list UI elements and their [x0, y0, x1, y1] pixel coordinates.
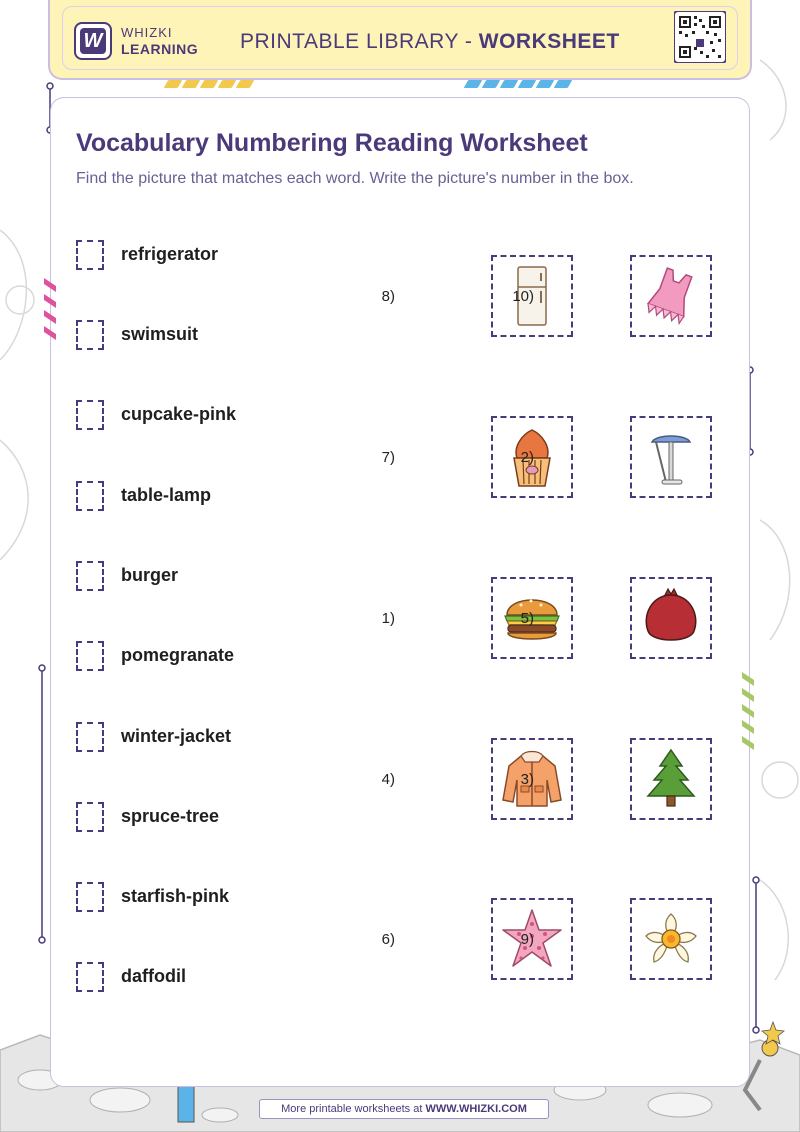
picture-number: 5) [520, 610, 534, 627]
footer-link[interactable] [259, 1099, 549, 1119]
answer-box[interactable] [76, 641, 104, 671]
word-label: spruce-tree [121, 806, 220, 826]
worksheet-title: Vocabulary Numbering Reading Worksheet [76, 129, 588, 157]
qr-code-icon[interactable] [674, 11, 726, 63]
spruce-tree-icon [638, 746, 704, 812]
picture-box [630, 255, 712, 337]
green-stripe-decoration [742, 670, 756, 758]
footer-prefix: More printable worksheets at [281, 1103, 426, 1115]
picture-number: 1) [381, 610, 395, 627]
brand-name: WHIZKI [121, 25, 173, 40]
yellow-stripe-decoration [166, 80, 252, 90]
header-title [240, 30, 620, 54]
pomegranate-icon [638, 585, 704, 651]
answer-box[interactable] [76, 722, 104, 752]
picture-box [630, 898, 712, 980]
answer-box[interactable] [76, 962, 104, 992]
word-label: table-lamp [121, 485, 212, 505]
word-label: winter-jacket [121, 726, 232, 746]
pink-stripe-decoration [44, 276, 58, 348]
answer-box[interactable] [76, 320, 104, 350]
swimsuit-icon [638, 263, 704, 329]
picture-box [630, 416, 712, 498]
picture-number: 3) [520, 771, 534, 788]
picture-number: 10) [512, 288, 534, 305]
picture-number: 6) [381, 931, 395, 948]
logo-letter: W [80, 28, 106, 54]
daffodil-icon [638, 906, 704, 972]
picture-number: 4) [381, 771, 395, 788]
picture-box [630, 738, 712, 820]
footer-url[interactable]: WWW.WHIZKI.COM [425, 1103, 527, 1115]
blue-stripe-decoration [466, 80, 570, 90]
answer-box[interactable] [76, 400, 104, 430]
word-label: swimsuit [121, 324, 199, 344]
answer-box[interactable] [76, 882, 104, 912]
answer-box[interactable] [76, 240, 104, 270]
answer-box[interactable] [76, 561, 104, 591]
answer-box[interactable] [76, 481, 104, 511]
picture-number: 2) [520, 449, 534, 466]
worksheet-instructions: Find the picture that matches each word. Write the picture's number in the box. [76, 170, 634, 187]
header-title-bold: WORKSHEET [478, 30, 620, 53]
word-label: pomegranate [121, 645, 235, 665]
word-label: refrigerator [121, 244, 219, 264]
brand-tagline: LEARNING [121, 41, 199, 57]
word-label: starfish-pink [121, 886, 230, 906]
picture-number: 8) [381, 288, 395, 305]
word-label: daffodil [121, 966, 186, 986]
word-label: burger [121, 565, 179, 585]
table-lamp-icon [638, 424, 704, 490]
answer-box[interactable] [76, 802, 104, 832]
picture-number: 7) [381, 449, 395, 466]
picture-box [630, 577, 712, 659]
picture-number: 9) [520, 931, 534, 948]
header-title-prefix: PRINTABLE LIBRARY - [240, 30, 479, 53]
word-label: cupcake-pink [121, 404, 237, 424]
whizki-logo[interactable] [74, 22, 112, 60]
